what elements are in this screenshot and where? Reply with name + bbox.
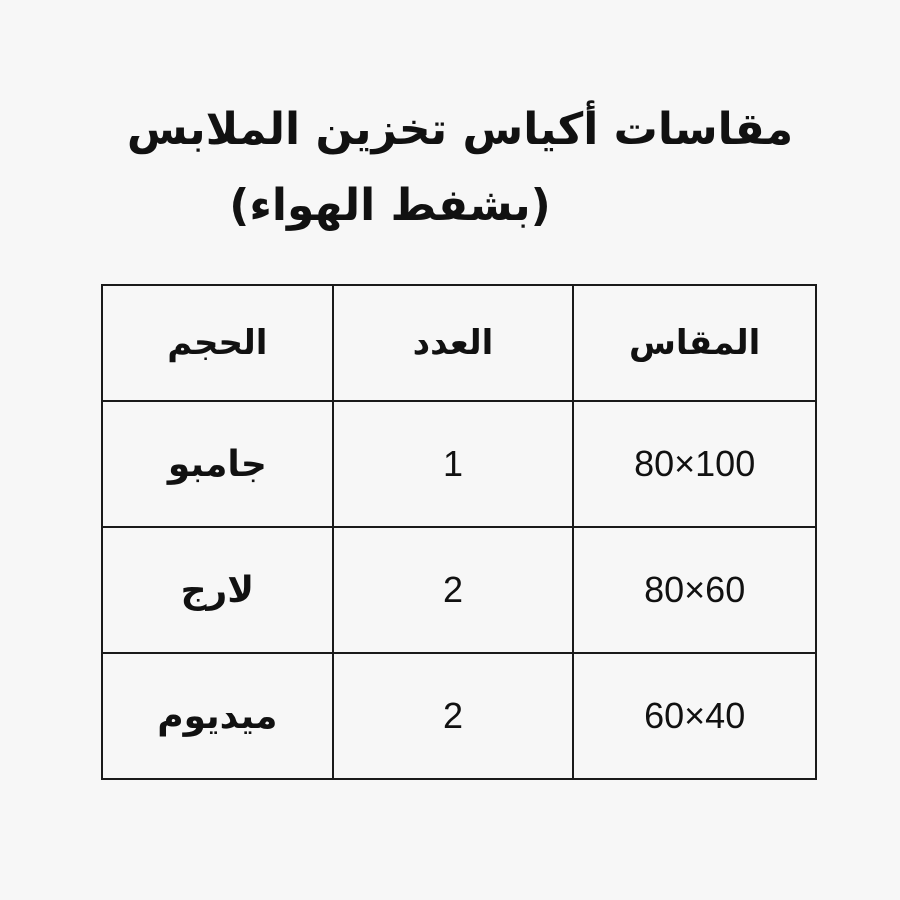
cell-volume: لارج	[102, 527, 333, 653]
header-volume: الحجم	[102, 285, 333, 401]
cell-volume: ميديوم	[102, 653, 333, 779]
cell-count: 2	[333, 527, 574, 653]
page-subtitle: (بشفط الهواء)	[229, 180, 551, 231]
cell-count: 2	[333, 653, 574, 779]
cell-size: 60×40	[573, 653, 816, 779]
cell-size: 80×100	[573, 401, 816, 527]
table-header-row	[102, 285, 816, 401]
cell-volume: جامبو	[102, 401, 333, 527]
cell-count: 1	[333, 401, 574, 527]
sizes-table	[101, 284, 817, 780]
table-row	[102, 401, 816, 527]
header-count: العدد	[333, 285, 574, 401]
table-row	[102, 527, 816, 653]
table-row	[102, 653, 816, 779]
page-title: مقاسات أكياس تخزين الملابس	[126, 104, 794, 155]
title-block	[0, 92, 900, 244]
cell-size: 80×60	[573, 527, 816, 653]
header-size: المقاس	[573, 285, 816, 401]
